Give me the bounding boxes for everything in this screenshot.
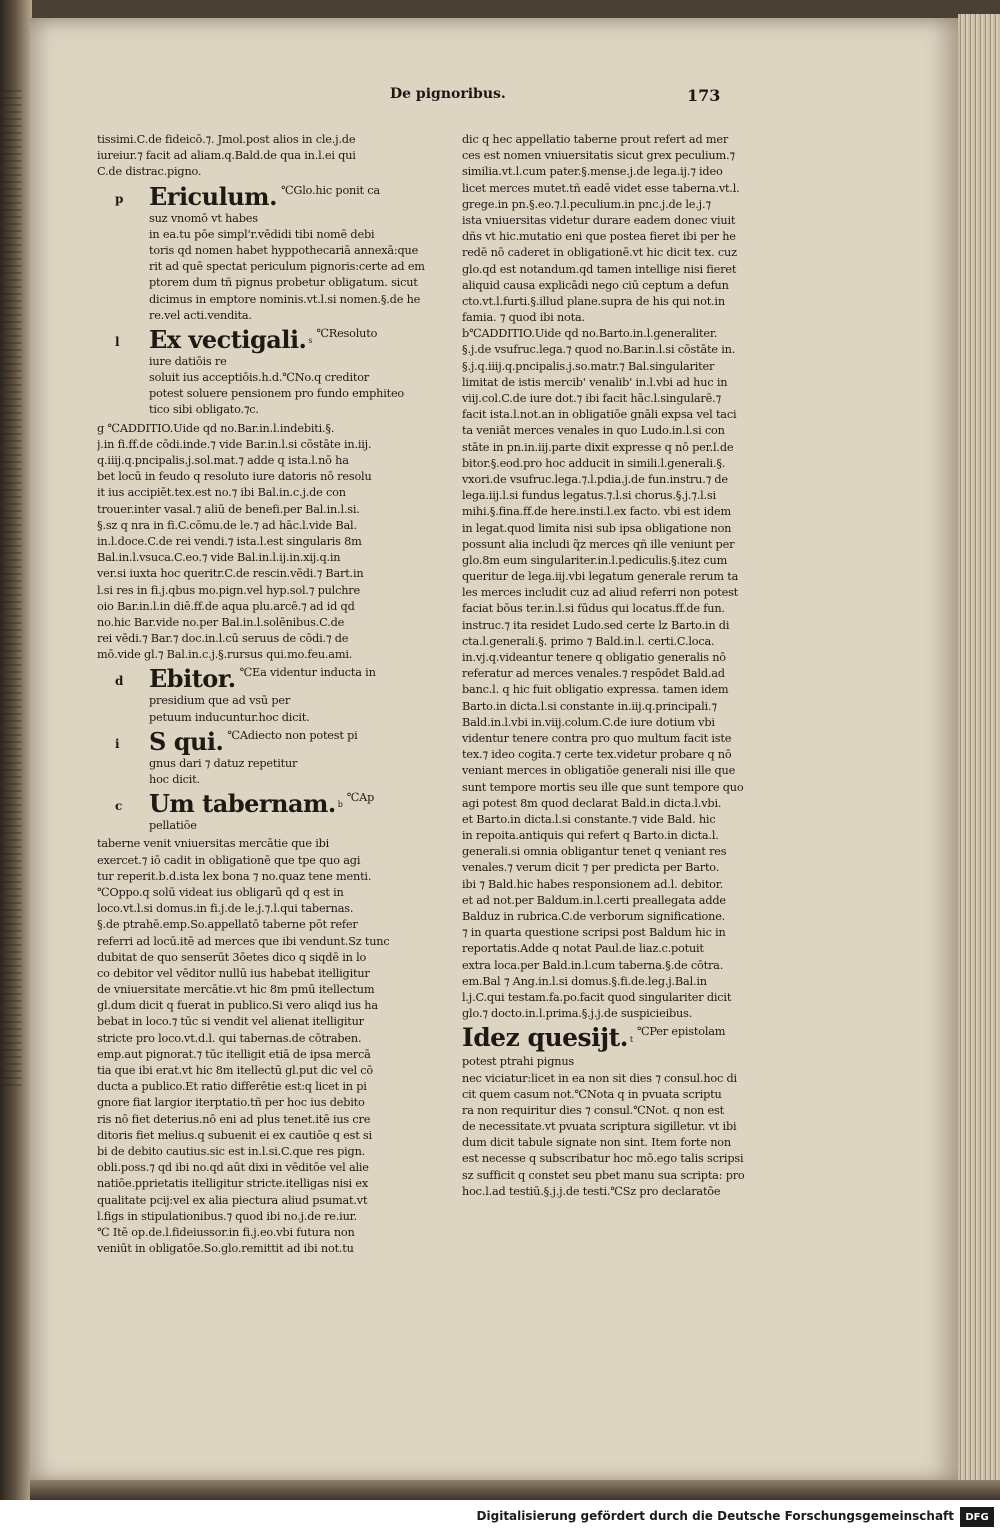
- text-line: iureiur.⁊ facit ad aliam.q.Bald.de qua in.l.ei qui: [97, 149, 356, 163]
- rubric-heading-line: [149, 728, 471, 756]
- text-line: viij.col.C.de iure dot.⁊ ibi facit hāc.l.singularē.⁊: [462, 392, 721, 405]
- rubric-text-line: nec viciatur:licet in ea non sit dies ⁊ consul.hoc di: [462, 1071, 737, 1085]
- rubric-lead-text: ℃Glo.hic ponit ca: [280, 183, 380, 197]
- text-line: de vniuersitate mercātie.vt hic 8m pmū itellectum: [97, 983, 375, 997]
- text-line: glo.⁊ docto.in.l.prima.§.j.j.de suspicieibus.: [462, 1007, 693, 1021]
- rubric-heading-line: [149, 326, 471, 354]
- guide-letter: c: [115, 799, 123, 814]
- text-line: Bald.in.l.vbi in.viij.colum.C.de iure dotium vbi: [462, 715, 715, 729]
- text-line: §.de ptrahē.emp.So.appellatō taberne pōt refer: [97, 918, 358, 932]
- rubric-text-line: toris qd nomen habet hyppothecariā annexā:que: [149, 243, 419, 257]
- text-line: ibi ⁊ Bald.hic habes responsionem ad.l. debitor.: [462, 877, 724, 891]
- additio-line: q.iiij.q.pncipalis.j.sol.mat.⁊ adde q ista.l.nō ha: [97, 454, 349, 467]
- text-line: in.vj.q.videantur tenere q obligatio generalis nō: [462, 651, 726, 664]
- rubric-text-line: sz sufficit q constet seu pbet manu sua scripta: pro: [462, 1168, 745, 1182]
- rubric-text-line: dicimus in emptore nominis.vt.l.si nomen.§.de he: [149, 292, 421, 306]
- guide-letter: p: [115, 191, 124, 206]
- rubric-text-line: suz vnomō vt habes: [149, 211, 258, 225]
- additio-line: no.hic Bar.vide no.per Bal.in.l.solēnibus.C.de: [97, 615, 345, 629]
- text-line: redē nō caderet in obligationē.vt hic dicit tex. cuz: [462, 246, 737, 260]
- text-line: et ad not.per Baldum.in.l.certi preallegata adde: [462, 893, 726, 907]
- text-line: limitat de istis mercib' venalib' in.l.vbi ad huc in: [462, 375, 728, 389]
- additio-line: §.sz q nra in fi.C.cōmu.de le.⁊ ad hāc.l.vide Bal.: [97, 518, 357, 532]
- additio-line: oio Bar.in.l.in diē.ff.de aqua plu.arcē.⁊ ad id qd: [97, 599, 355, 613]
- rubric-text-line: gnus dari ⁊ datuz repetitur: [149, 756, 298, 770]
- additio-line: Bal.in.l.vsuca.C.eo.⁊ vide Bal.in.l.ij.in.xij.q.in: [97, 551, 341, 565]
- text-line: veniūt in obligatōe.So.glo.remittit ad ibi not.tu: [97, 1242, 354, 1256]
- rubric-headword: S qui.: [149, 726, 224, 756]
- text-line: dic q hec appellatio taberne prout refert ad mer: [462, 133, 729, 146]
- text-line: similia.vt.l.cum pater.§.mense.j.de lega.ij.⁊ ideo: [462, 165, 723, 179]
- rubric-lead-text: ℃Ea videntur inducta in: [239, 666, 376, 680]
- text-line: loco.vt.l.si domus.in fi.j.de le.j.⁊.l.qui tabernas.: [97, 902, 354, 916]
- text-line: mihi.§.fina.ff.de here.insti.l.ex facto. vbi est idem: [462, 505, 732, 519]
- text-line: b℃ADDITIO.Uide qd no.Barto.in.l.generaliter.: [462, 327, 718, 341]
- text-line: tia que ibi erat.vt hic 8m itellectū gl.put dic vel cō: [97, 1064, 373, 1077]
- text-line: ta veniāt merces venales in quo Ludo.in.l.si con: [462, 424, 725, 438]
- note-marker: b: [337, 800, 343, 810]
- note-marker: t: [629, 1034, 633, 1044]
- text-line: aliquid causa explicādi nego ciū ceptum a defun: [462, 278, 729, 292]
- text-line: bi de debito cautius.sic est in.l.si.C.que res pign.: [97, 1144, 366, 1158]
- rubric-lead-text: ℃Adiecto non potest pi: [227, 728, 358, 742]
- text-line: extra loca.per Bald.in.l.cum taberna.§.de cōtra.: [462, 958, 724, 972]
- text-line: generali.si omnia obligantur tenet q veniant res: [462, 845, 727, 859]
- text-line: in repoita.antiquis qui refert q Barto.in dicta.l.: [462, 829, 719, 843]
- text-line: qualitate pcij:vel ex alia piectura aliud psumat.vt: [97, 1193, 368, 1207]
- rubric-text-line: dum dicit tabule signate non sint. Item forte non: [462, 1136, 731, 1150]
- text-line: taberne venit vniuersitas mercātie que ibi: [97, 837, 330, 851]
- rubric-text-line: soluit ius acceptiōis.h.d.℃No.q creditor: [149, 371, 369, 385]
- rubric-text-line: in ea.tu pōe simpl'r.vēdidi tibi nomē debi: [149, 227, 375, 241]
- text-line: tex.⁊ ideo cogita.⁊ certe tex.videtur probare q nō: [462, 748, 732, 762]
- rubric-text-line: tico sibi obligato.⁊c.: [149, 403, 259, 417]
- rubric-text-line: iure datiōis re: [149, 354, 227, 368]
- text-line: referri ad locū.itē ad merces que ibi vendunt.Sz tunc: [97, 934, 390, 948]
- rubric-body: [149, 326, 471, 419]
- rubric-text-line: potest ptrahi pignus: [462, 1055, 574, 1069]
- rubric-heading-line: [149, 665, 471, 693]
- dfg-logo: DFG: [960, 1507, 994, 1527]
- text-line: l.figs in stipulationibus.⁊ quod ibi no.j.de re.iur.: [97, 1209, 358, 1223]
- text-line: queritur de lega.iij.vbi legatum generale rerum ta: [462, 570, 739, 584]
- text-line: §.j.de vsufruc.lega.⁊ quod no.Bar.in.l.si cōstāte in.: [462, 343, 736, 357]
- text-line: ⁊ in quarta questione scripsi post Baldum hic in: [462, 926, 726, 940]
- text-line: sunt tempore mortis seu ille que sunt tempore quo: [462, 780, 744, 794]
- text-line: co debitor vel vēditor nullū ius habebat itelligitur: [97, 966, 370, 980]
- facing-page-text: [2, 90, 22, 1090]
- additio-line: l.si res in fi.j.qbus mo.pign.vel hyp.sol.⁊ pulchre: [97, 583, 360, 597]
- footer-bar: [0, 1500, 1000, 1534]
- text-line: dubitat de quo senserūt 3ōetes dico q siqdē in lo: [97, 950, 367, 964]
- rubric-heading-line: [149, 790, 471, 818]
- additio-line: rei vēdi.⁊ Bar.⁊ doc.in.l.cū seruus de cōdi.⁊ de: [97, 632, 349, 646]
- rubric-entry: [97, 326, 471, 419]
- text-line: facit ista.l.not.an in obligatiōe gnāli expsa vel taci: [462, 408, 737, 422]
- text-line: bebat in loco.⁊ tūc si vendit vel alienat itelligitur: [97, 1015, 364, 1029]
- page-bottom-edge: [30, 1480, 1000, 1500]
- text-line: cta.l.generali.§. primo ⁊ Bald.in.l. certi.C.loca.: [462, 634, 715, 648]
- right-text-column: [462, 132, 772, 1200]
- funding-credit: Digitalisierung gefördert durch die Deutsche Forschungsgemeinschaft: [476, 1509, 954, 1523]
- text-line: vxori.de vsufruc.lega.⁊.l.pdia.j.de fun.instru.⁊ de: [462, 472, 728, 486]
- rubric-text-line: presidium que ad vsū per: [149, 694, 291, 708]
- rubric-text-line: rit ad quē spectat periculum pignoris:certe ad em: [149, 260, 425, 274]
- rubric-body: [149, 790, 471, 834]
- rubric-text-line: de necessitate.vt pvuata scriptura sigilletur. vt ibi: [462, 1120, 737, 1134]
- rubric-entry: [97, 728, 471, 788]
- page-stack-edge: [958, 14, 1000, 1489]
- text-line: reportatis.Adde q notat Paul.de liaz.c.potuit: [462, 942, 704, 956]
- guide-letter: l: [115, 334, 120, 349]
- text-line: veniant merces in obligatiōe generali nisi ille que: [462, 764, 736, 778]
- rubric-entry: [97, 790, 471, 834]
- facing-page-edge: [0, 0, 32, 1500]
- running-head: De pignoribus.: [390, 86, 506, 102]
- text-line: obli.poss.⁊ qd ibi no.qd aūt dixi in vēditōe vel alie: [97, 1161, 369, 1175]
- text-line: banc.l. q hic fuit obligatio expressa. tamen idem: [462, 683, 729, 697]
- text-line: instruc.⁊ ita residet Ludo.sed certe lz Barto.in di: [462, 618, 730, 632]
- rubric-text-line: potest soluere pensionem pro fundo emphiteo: [149, 387, 405, 401]
- rubric-headword: Idez quesijt.: [462, 1023, 628, 1053]
- additio-line: in.l.doce.C.de rei vendi.⁊ ista.l.est singularis 8m: [97, 534, 362, 548]
- text-line: grege.in pn.§.eo.⁊.l.peculium.in pnc.j.de le.j.⁊: [462, 197, 711, 211]
- text-line: ℃ Itē op.de.l.fideiussor.in fi.j.eo.vbi futura non: [97, 1225, 355, 1239]
- text-line: ducta a publico.Et ratio differētie est:q licet in pi: [97, 1080, 367, 1094]
- rubric-entry: [97, 665, 471, 725]
- text-line: gnore fiat largior iterptatio.tñ per hoc ius debito: [97, 1096, 365, 1110]
- text-line: les merces includit cuz ad aliud referri non potest: [462, 586, 739, 600]
- text-line: bitor.§.eod.pro hoc adducit in simili.l.generali.§.: [462, 456, 726, 470]
- rubric-text-line: petuum inducuntur.hoc dicit.: [149, 710, 310, 724]
- text-line: tur reperit.b.d.ista lex bona ⁊ no.quaz tene menti.: [97, 869, 372, 883]
- additio-line: it ius accipiēt.tex.est no.⁊ ibi Bal.in.c.j.de con: [97, 486, 346, 500]
- additio-line: mō.vide gl.⁊ Bal.in.c.j.§.rursus qui.mo.feu.ami.: [97, 648, 353, 662]
- rubric-text-line: ptorem dum tñ pignus probetur obligatum. sicut: [149, 276, 418, 290]
- text-line: cto.vt.l.furti.§.illud plane.supra de his qui not.in: [462, 294, 725, 308]
- text-line: Balduz in rubrica.C.de verborum significatione.: [462, 910, 726, 923]
- additio-line: trouer.inter vasal.⁊ aliū de benefi.per Bal.in.l.si.: [97, 502, 360, 516]
- additio-line: j.in fi.ff.de cōdi.inde.⁊ vide Bar.in.l.si cōstāte in.iij.: [97, 437, 372, 451]
- text-line: faciat bōus ter.in.l.si fūdus qui locatus.ff.de fun.: [462, 602, 725, 616]
- text-line: C.de distrac.pigno.: [97, 165, 202, 179]
- rubric-text-line: hoc dicit.: [149, 773, 200, 786]
- rubric-heading-line: [462, 1024, 772, 1054]
- additio-line: bet locū in feudo q resoluto iure datoris nō resolu: [97, 470, 372, 484]
- left-text-column: [97, 132, 471, 1257]
- text-line: ris nō fiet deterius.nō eni ad plus tenet.itē ius cre: [97, 1112, 371, 1126]
- text-line: em.Bal ⁊ Ang.in.l.si domus.§.fi.de.leg.j.Bal.in: [462, 974, 707, 988]
- rubric-lead-text: ℃Ap: [346, 791, 375, 805]
- text-line: gl.dum dicit q fuerat in publico.Si vero aliqd ius ha: [97, 999, 378, 1013]
- text-line: ista vniuersitas videtur durare eadem donec viuit: [462, 213, 736, 227]
- rubric-headword: Um tabernam.: [149, 789, 336, 819]
- text-line: exercet.⁊ iō cadit in obligationē que tpe quo agi: [97, 853, 361, 867]
- rubric-lead-text: ℃Resoluto: [316, 326, 378, 340]
- page-number: 173: [687, 86, 721, 105]
- additio-line: ver.si iuxta hoc queritr.C.de rescin.vēdi.⁊ Bart.in: [97, 567, 364, 581]
- rubric-text-line: cit quem casum not.℃Nota q in pvuata scriptu: [462, 1087, 722, 1101]
- text-line: emp.aut pignorat.⁊ tūc itelligit etiā de ipsa mercā: [97, 1047, 371, 1061]
- rubric-headword: Ericulum.: [149, 181, 277, 211]
- text-line: in legat.quod limita nisi sub ipsa obligatione non: [462, 521, 732, 535]
- text-line: famia. ⁊ quod ibi nota.: [462, 311, 585, 325]
- rubric-heading-line: [149, 183, 471, 211]
- text-line: natiōe.pprietatis itelligitur stricte.itelligas nisi ex: [97, 1177, 369, 1191]
- rubric-text-line: hoc.l.ad testiū.§.j.j.de testi.℃Sz pro declaratōe: [462, 1184, 721, 1198]
- rubric-text-line: pellatiōe: [149, 819, 197, 833]
- text-line: lega.iij.l.si fundus legatus.⁊.l.si chorus.§.j.⁊.l.si: [462, 489, 716, 503]
- text-line: §.j.q.iiij.q.pncipalis.j.so.matr.⁊ Bal.singulariter: [462, 359, 715, 373]
- text-line: Barto.in dicta.l.si constante in.iij.q.principali.⁊: [462, 699, 717, 713]
- text-line: referatur ad merces venales.⁊ respōdet Bald.ad: [462, 667, 725, 681]
- rubric-body: [149, 183, 471, 324]
- rubric-lead-text: ℃Per epistolam: [636, 1025, 726, 1039]
- rubric-entry: [97, 183, 471, 324]
- note-marker: s: [308, 336, 313, 346]
- text-line: glo.8m eum singulariter.in.l.pediculis.§.itez cum: [462, 553, 728, 567]
- rubric-text-line: est necesse q subscribatur hoc mō.ego talis scripsi: [462, 1152, 744, 1166]
- rubric-body: [149, 665, 471, 725]
- rubric-text-line: re.vel acti.vendita.: [149, 308, 252, 322]
- text-line: stāte in pn.in.iij.parte dixit expresse q nō per.l.de: [462, 440, 734, 454]
- rubric-entry: [462, 1024, 772, 1200]
- rubric-headword: Ex vectigali.: [149, 324, 307, 354]
- text-line: tissimi.C.de fideicō.⁊. Jmol.post alios in cle.j.de: [97, 133, 356, 146]
- text-line: stricte pro loco.vt.d.l. qui tabernas.de cōtraben.: [97, 1031, 362, 1045]
- text-line: glo.qd est notandum.qd tamen intellige nisi fieret: [462, 262, 737, 276]
- rubric-headword: Ebitor.: [149, 664, 236, 694]
- guide-letter: d: [115, 674, 124, 689]
- text-line: ditoris fiet melius.q subuenit ei ex cautiōe q est si: [97, 1128, 372, 1142]
- text-line: possunt alia includi q̃z merces qñ ille veniunt per: [462, 537, 735, 551]
- text-line: ces est nomen vniuersitatis sicut grex peculium.⁊: [462, 149, 735, 163]
- text-line: et Barto.in dicta.l.si constante.⁊ vide Bald. hic: [462, 812, 716, 826]
- text-line: l.j.C.qui testam.fa.po.facit quod singulariter dicit: [462, 990, 732, 1004]
- rubric-text-line: ra non requiritur dies ⁊ consul.℃Not. q non est: [462, 1103, 724, 1117]
- text-line: venales.⁊ verum dicit ⁊ per predicta per Barto.: [462, 861, 720, 875]
- text-line: videntur tenere contra pro quo multum facit iste: [462, 731, 732, 745]
- text-line: agi potest 8m quod declarat Bald.in dicta.l.vbi.: [462, 796, 722, 810]
- text-line: dñs vt hic.mutatio eni que postea fieret ibi per he: [462, 230, 736, 244]
- guide-letter: i: [115, 736, 120, 751]
- rubric-body: [149, 728, 471, 788]
- text-line: ℃Oppo.q solū videat ius obligarū qd q est in: [97, 885, 344, 899]
- additio-line: g ℃ADDITIO.Uide qd no.Bar.in.l.indebiti.§.: [97, 421, 335, 435]
- text-line: licet merces mutet.tñ eadē videt esse taberna.vt.l.: [462, 181, 740, 195]
